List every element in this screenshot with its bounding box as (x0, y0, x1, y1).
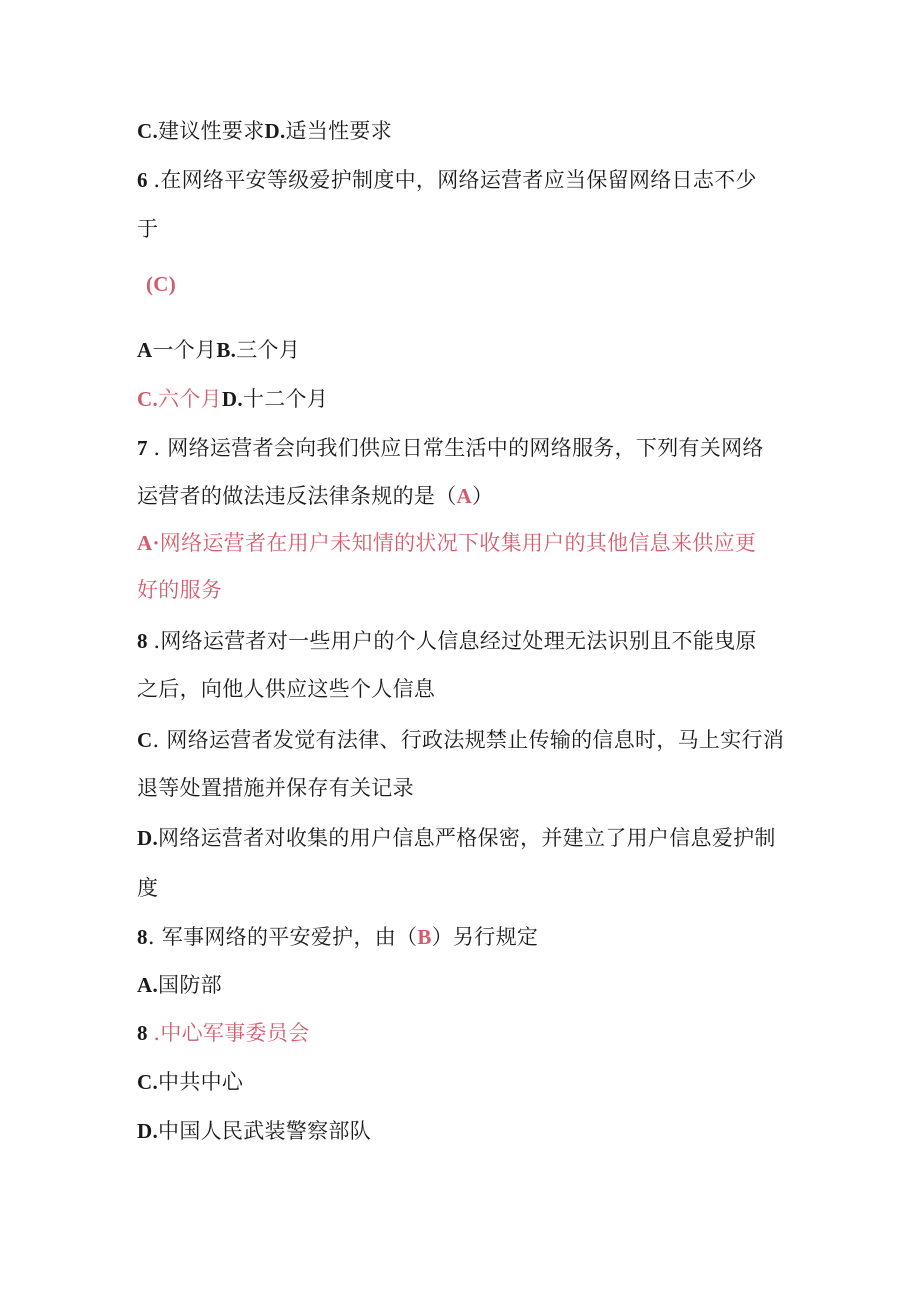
question-number: 6 (137, 168, 154, 192)
option-text: 网络运营者对收集的用户信息严格保密，并建立了用户信息爱护制 (158, 826, 776, 850)
question-8-line (137, 923, 538, 951)
option-marker: A (137, 338, 153, 362)
option-text: 国防部 (158, 973, 222, 997)
option-c-line-1 (137, 726, 784, 754)
question-text: ） (471, 484, 494, 508)
question-6-line-1 (137, 166, 757, 194)
option-line-c-d (137, 385, 328, 413)
option-marker: 8 (137, 629, 154, 653)
option-text: 中共中心 (158, 1070, 244, 1094)
option-marker: D. (137, 1119, 159, 1143)
question-text: . 军事网络的平安爱护，由（ (147, 925, 418, 949)
option-marker: C. (137, 119, 159, 143)
answer-marker: (C) (146, 272, 177, 296)
option-marker: D. (221, 387, 243, 411)
option-text: 退等处置措施并保存有关记录 (137, 776, 414, 800)
option-text-correct: 好的服务 (137, 578, 223, 602)
question-text: . 网络运营者会向我们供应日常生活中的网络服务，下列有关网络 (153, 436, 764, 460)
question-7-line-1 (137, 434, 764, 462)
option-marker: D. (137, 826, 159, 850)
option-text: . 网络运营者发觉有法律、行政法规禁止传输的信息时，马上实行消 (152, 728, 785, 752)
option-marker: C. (137, 1070, 159, 1094)
answer-marker: B (417, 925, 432, 949)
option-marker: D. (264, 119, 286, 143)
option-text: 一个月 (152, 338, 217, 362)
question-text: 运营者的做法违反法律条规的是（ (137, 484, 457, 508)
option-a-line (137, 971, 222, 999)
option-text: 适当性要求 (285, 119, 393, 143)
option-marker: B. (216, 338, 237, 362)
option-marker: A. (137, 973, 159, 997)
option-d-line-2 (137, 874, 158, 902)
option-text: 中国人民武装警察部队 (158, 1119, 372, 1143)
option-a-correct-line-2 (137, 576, 222, 604)
question-6-answer (146, 270, 176, 298)
option-text: 三个月 (236, 338, 301, 362)
option-text: 度 (137, 876, 159, 900)
question-number: 8 (137, 925, 148, 949)
option-text-correct: 网络运营者在用户未知情的状况下收集用户的其他信息来供应更 (159, 531, 757, 555)
question-text: .在网络平安等级爱护制度中，网络运营者应当保留网络日志不少 (153, 168, 757, 192)
option-text-correct: .中心军事委员会 (153, 1021, 310, 1045)
question-text: 于 (137, 217, 159, 241)
option-c-line-2 (137, 774, 414, 802)
option-text: .网络运营者对一些用户的个人信息经过处理无法识别且不能曳原 (153, 629, 757, 653)
option-b-line-1 (137, 627, 757, 655)
question-6-line-2 (137, 215, 158, 243)
answer-marker: A (456, 484, 472, 508)
option-d-line (137, 1117, 371, 1145)
option-line-a-b (137, 336, 300, 364)
question-7-line-2 (137, 482, 493, 510)
option-marker: C (137, 728, 153, 752)
option-d-line-1 (137, 824, 776, 852)
option-text: 之后，向他人供应这些个人信息 (137, 677, 436, 701)
option-marker-correct: C. (137, 387, 159, 411)
option-c-line (137, 1068, 243, 1096)
option-text: 建议性要求 (158, 119, 265, 143)
question-number: 7 (137, 436, 154, 460)
option-marker-correct: A· (137, 531, 160, 555)
option-text: 十二个月 (242, 387, 329, 411)
option-b-line-2 (137, 675, 435, 703)
option-text-correct: 六个月 (158, 387, 222, 411)
option-line-c-d (137, 117, 392, 145)
option-a-correct-line-1 (137, 529, 756, 557)
option-b-correct-line (137, 1019, 309, 1047)
option-marker: 8 (137, 1021, 154, 1045)
question-text: ）另行规定 (431, 925, 539, 949)
